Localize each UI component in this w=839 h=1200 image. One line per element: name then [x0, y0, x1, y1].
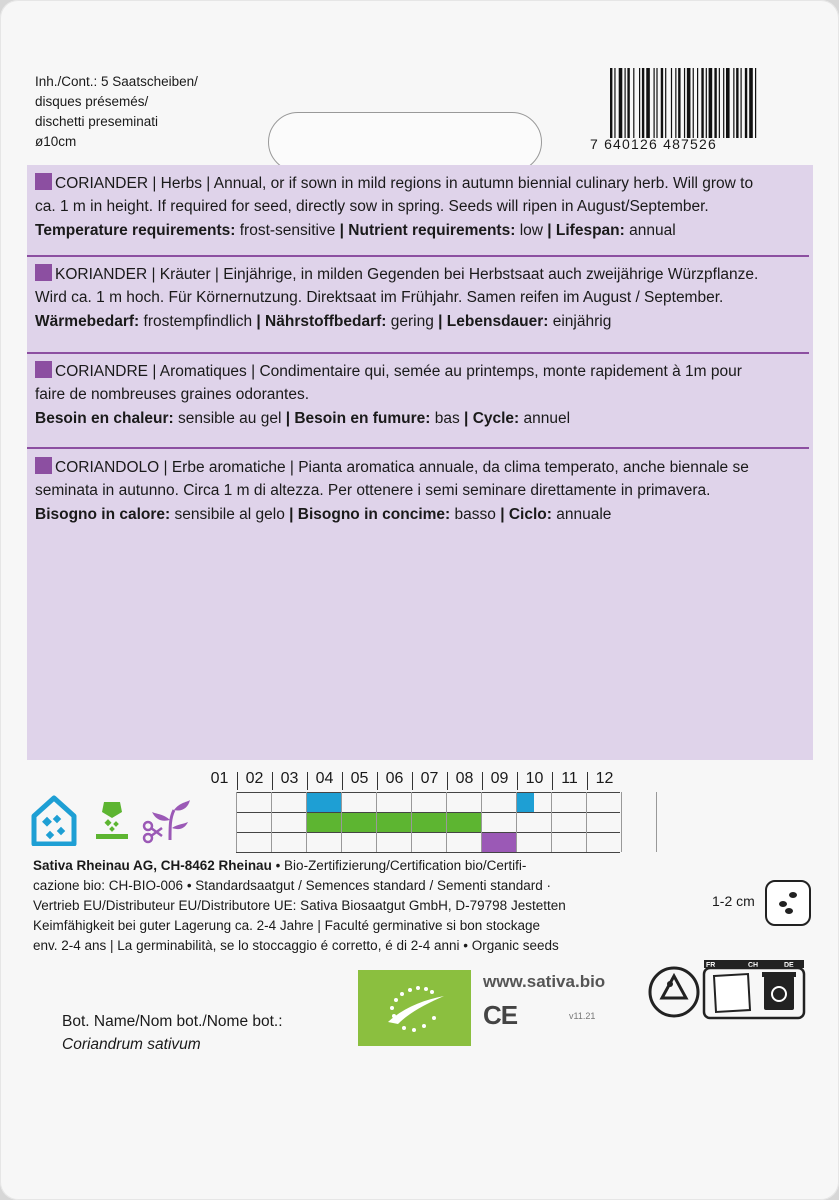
- sowing-calendar: [200, 770, 620, 852]
- calendar-row-line: [236, 792, 620, 793]
- req-value: frost-sensitive: [235, 222, 340, 239]
- req-label: Bisogno in calore:: [35, 506, 171, 523]
- recycle-label-fr: FR: [706, 962, 716, 969]
- calendar-row-line: [236, 852, 620, 853]
- req-label: | Cycle:: [464, 410, 520, 427]
- calendar-column-line: [551, 792, 552, 852]
- month-label: 05: [350, 770, 369, 787]
- calendar-column-line: [341, 792, 342, 852]
- section-english: [35, 172, 805, 242]
- section-desc: KORIANDER | Kräuter | Einjährige, in milden Gegenden bei Herbstsaat auch zweijährige Würzpflanze.: [55, 266, 759, 283]
- calendar-column-line: [411, 792, 412, 852]
- company-line: cazione bio: CH-BIO-006 • Standardsaatgut / Semences standard / Sementi standard ·: [33, 878, 552, 893]
- req-label: | Lifespan:: [547, 222, 625, 239]
- recycle-label-ch: CH: [748, 962, 759, 969]
- calendar-row-line: [236, 812, 620, 813]
- contents-line: ø10cm: [35, 134, 77, 149]
- botanical-name-label: Bot. Name/Nom bot./Nome bot.:: [62, 1013, 283, 1030]
- company-line-rest: • Bio-Zertifizierung/Certification bio/Certifi-: [271, 858, 527, 873]
- req-label: | Lebensdauer:: [438, 313, 549, 330]
- company-line: Vertrieb EU/Distributeur EU/Distributore UE: Sativa Biosaatgut GmbH, D-79798 Jestetten: [33, 898, 566, 913]
- req-value: gering: [386, 313, 439, 330]
- calendar-cell-harvest: [481, 833, 516, 852]
- month-label: 03: [280, 770, 299, 787]
- barcode-number: 7 640126 487526: [590, 136, 717, 152]
- contents-info: [35, 72, 198, 152]
- req-label: Temperature requirements:: [35, 222, 236, 239]
- calendar-column-line: [376, 792, 377, 852]
- company-line: [33, 856, 633, 876]
- req-label: | Nutrient requirements:: [339, 222, 516, 239]
- barcode: [610, 68, 802, 138]
- section-marker-icon: [35, 361, 52, 378]
- botanical-name: [62, 1010, 283, 1056]
- req-label: | Besoin en fumure:: [285, 410, 431, 427]
- month-label: 01: [210, 770, 229, 787]
- eu-organic-logo: [358, 970, 471, 1046]
- ce-mark: CE: [483, 1000, 518, 1030]
- recycling-info-icon: [648, 952, 808, 1022]
- section-french: [35, 360, 805, 430]
- section-desc: CORIANDER | Herbs | Annual, or if sown in mild regions in autumn biennial culinary herb. Will grow to: [55, 175, 754, 192]
- section-desc: Wird ca. 1 m hoch. Für Körnernutzung. Direktsaat im Frühjahr. Samen reifen im August / September.: [35, 289, 724, 306]
- req-value: annual: [624, 222, 676, 239]
- calendar-column-line: [586, 792, 587, 852]
- section-desc: CORIANDOLO | Erbe aromatiche | Pianta aromatica annuale, da clima temperato, anche biennale se: [55, 459, 749, 476]
- direct-sowing-icon: [94, 800, 130, 842]
- section-divider: [27, 447, 809, 449]
- month-label: 09: [490, 770, 509, 787]
- month-label: 08: [455, 770, 474, 787]
- company-line: env. 2-4 ans | La germinabilità, se lo stoccaggio é corretto, é di 2-4 anni • Organic seeds: [33, 938, 559, 953]
- month-label: 11: [561, 770, 578, 787]
- company-line: Keimfähigkeit bei guter Lagerung ca. 2-4 Jahre | Faculté germinative si bon stockage: [33, 918, 541, 933]
- req-value: sensibile al gelo: [170, 506, 290, 523]
- calendar-column-line: [271, 792, 272, 852]
- calendar-cell-sowing-indoor: [516, 793, 534, 812]
- sowing-depth-label: 1-2 cm: [712, 893, 755, 909]
- company-info: [33, 856, 633, 956]
- req-label: Besoin en chaleur:: [35, 410, 174, 427]
- contents-line: disques présemés/: [35, 94, 149, 109]
- section-desc: faire de nombreuses graines odorantes.: [35, 386, 309, 403]
- section-marker-icon: [35, 264, 52, 281]
- section-marker-icon: [35, 457, 52, 474]
- section-desc: ca. 1 m in height. If required for seed, directly sow in spring. Seeds will ripen in August/September.: [35, 198, 709, 215]
- req-value: low: [515, 222, 548, 239]
- month-label: 10: [525, 770, 544, 787]
- calendar-column-line: [481, 792, 482, 852]
- req-value: bas: [430, 410, 465, 427]
- hanger-hole: [268, 112, 542, 172]
- company-name: Sativa Rheinau AG, CH-8462 Rheinau: [33, 858, 272, 873]
- contents-line: Inh./Cont.: 5 Saatscheiben/: [35, 74, 198, 89]
- section-italian: [35, 456, 805, 526]
- month-label: 07: [420, 770, 439, 787]
- calendar-column-line: [446, 792, 447, 852]
- calendar-cell-direct-sowing: [306, 813, 481, 832]
- version-label: v11.21: [569, 1011, 596, 1021]
- contents-line: dischetti preseminati: [35, 114, 159, 129]
- month-label: 12: [595, 770, 614, 787]
- description-panel: [27, 165, 813, 760]
- calendar-column-line: [306, 792, 307, 852]
- website-link[interactable]: www.sativa.bio: [483, 972, 606, 991]
- section-desc: seminata in autunno. Circa 1 m di altezza. Per ottenere i semi seminare direttamente in primavera.: [35, 482, 711, 499]
- month-label: 04: [315, 770, 334, 787]
- req-value: einjährig: [548, 313, 612, 330]
- req-value: annuel: [519, 410, 571, 427]
- req-label: | Nährstoffbedarf:: [256, 313, 387, 330]
- section-divider: [27, 352, 809, 354]
- recycle-label-de: DE: [784, 962, 794, 969]
- section-german: [35, 263, 805, 333]
- section-marker-icon: [35, 173, 52, 190]
- req-value: sensible au gel: [173, 410, 286, 427]
- botanical-name-value: Coriandrum sativum: [62, 1036, 201, 1053]
- harvest-icon: [140, 796, 192, 844]
- calendar-column-line: [656, 792, 657, 852]
- section-desc: CORIANDRE | Aromatiques | Condimentaire qui, semée au printemps, monte rapidement à 1m pour: [55, 363, 742, 380]
- house-seed-icon: [30, 794, 78, 846]
- section-divider: [27, 255, 809, 257]
- req-value: basso: [450, 506, 501, 523]
- req-label: | Ciclo:: [500, 506, 552, 523]
- calendar-column-line: [621, 792, 622, 852]
- req-label: Wärmebedarf:: [35, 313, 140, 330]
- req-value: frostempfindlich: [139, 313, 257, 330]
- calendar-cell-sowing-indoor: [306, 793, 341, 812]
- month-label: 02: [245, 770, 264, 787]
- calendar-column-line: [236, 792, 237, 852]
- req-value: annuale: [551, 506, 612, 523]
- calendar-column-line: [516, 792, 517, 852]
- sowing-depth-icon: [765, 880, 811, 926]
- req-label: | Bisogno in concime:: [289, 506, 451, 523]
- month-label: 06: [385, 770, 404, 787]
- calendar-row-line: [236, 832, 620, 833]
